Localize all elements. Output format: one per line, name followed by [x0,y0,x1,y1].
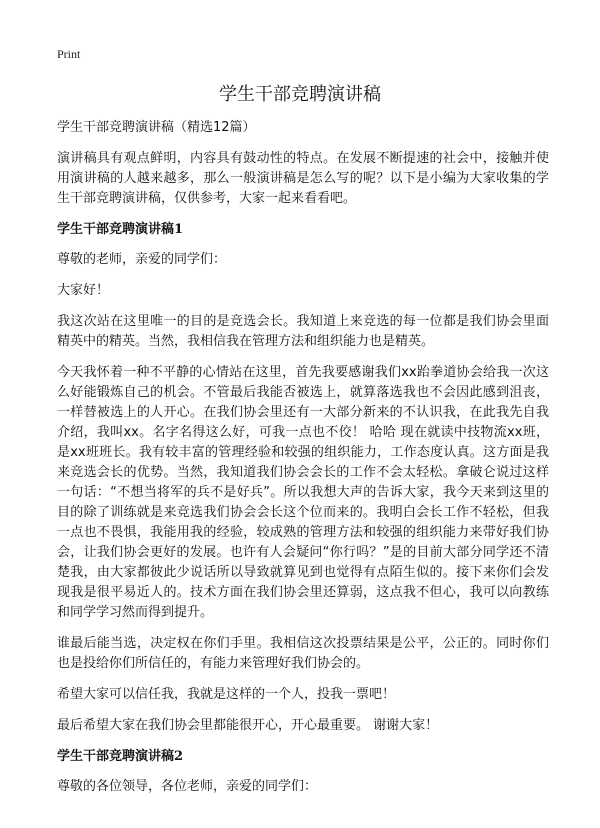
body-paragraph: 我这次站在这里唯一的目的是竞选会长。我知道上来竞选的每一位都是我们协会里面精英中的精英。当然，我相信我在管理方法和组织能力也是精英。 [57,314,549,349]
body-paragraph: 今天我怀着一种不平静的心情站在这里，首先我要感谢我们xx跆拳道协会给我一次这么好能锻炼自己的机会。不管最后我能否被选上，就算落选我也不会因此感到沮丧，一样替被选上的人开心。在我们协会里还有一大部分新来的不认识我，在此我先自我介绍，我叫xx。名字名得这么好，可我一点也不佼！ 哈哈 现在就读中技物流xx班，是xx班班长。我有较丰富的管理经验和较强的组织能力，工作态度认真。这方面是我来竞选会长的优势。当然，我知道我们协会会长的工作不会太轻松。拿破仑说过这样一句话：“不想当将军的兵不是好兵”。所以我想大声的告诉大家，我今天来到这里的目的除了训练就是来竞选我们协会会长这个位而来的。我明白会长工作不轻松，但我一点也不畏惧，我能用我的经验，较成熟的管理方法和较强的组织能力来带好我们协会，让我们协会更好的发展。也许有人会疑问“你行吗？”是的目前大部分同学还不清楚我，由大家都彼此少说话所以导致就算见到也觉得有点陌生似的。接下来你们会发现我是很平易近人的。技术方面在我们协会里还算弱，这点我不但心，我可以向教练和同学学习然而得到提升。 [57,365,549,620]
body-paragraph: 希望大家可以信任我，我就是这样的一个人，投我一票吧！ [57,687,396,702]
section-heading: 学生干部竞聘演讲稿1 [57,222,184,237]
document-body [57,118,549,808]
closing-paragraph: 最后希望大家在我们协会里都能很开心，开心最重要。 谢谢大家！ [57,718,439,733]
speech-section-2 [57,747,549,797]
salutation-paragraph: 大家好！ [57,283,110,298]
body-paragraph: 谁最后能当选，决定权在你们手里。我相信这次投票结果是公平，公正的。同时你们也是投给你们所信任的，有能力来管理好我们协会的。 [57,636,549,671]
print-link[interactable]: Print [57,47,81,61]
greeting-paragraph: 尊敬的老师，亲爱的同学们： [57,252,227,267]
speech-section-1 [57,220,549,736]
section-body [57,777,549,797]
document-subtitle: 学生干部竞聘演讲稿（精选12篇） [57,120,256,135]
greeting-paragraph: 尊敬的各位领导，各位老师，亲爱的同学们： [57,779,318,794]
intro-paragraph: 演讲稿具有观点鲜明，内容具有鼓动性的特点。在发展不断提速的社会中，接触并使用演讲稿的人越来越多，那么一般演讲稿是怎么写的呢？以下是小编为大家收集的学生干部竞聘演讲稿，仅供参考，大家一起来看看吧。 [57,151,549,206]
section-body [57,250,549,736]
section-heading: 学生干部竞聘演讲稿2 [57,749,184,764]
page-title: 学生干部竞聘演讲稿 [219,84,381,105]
